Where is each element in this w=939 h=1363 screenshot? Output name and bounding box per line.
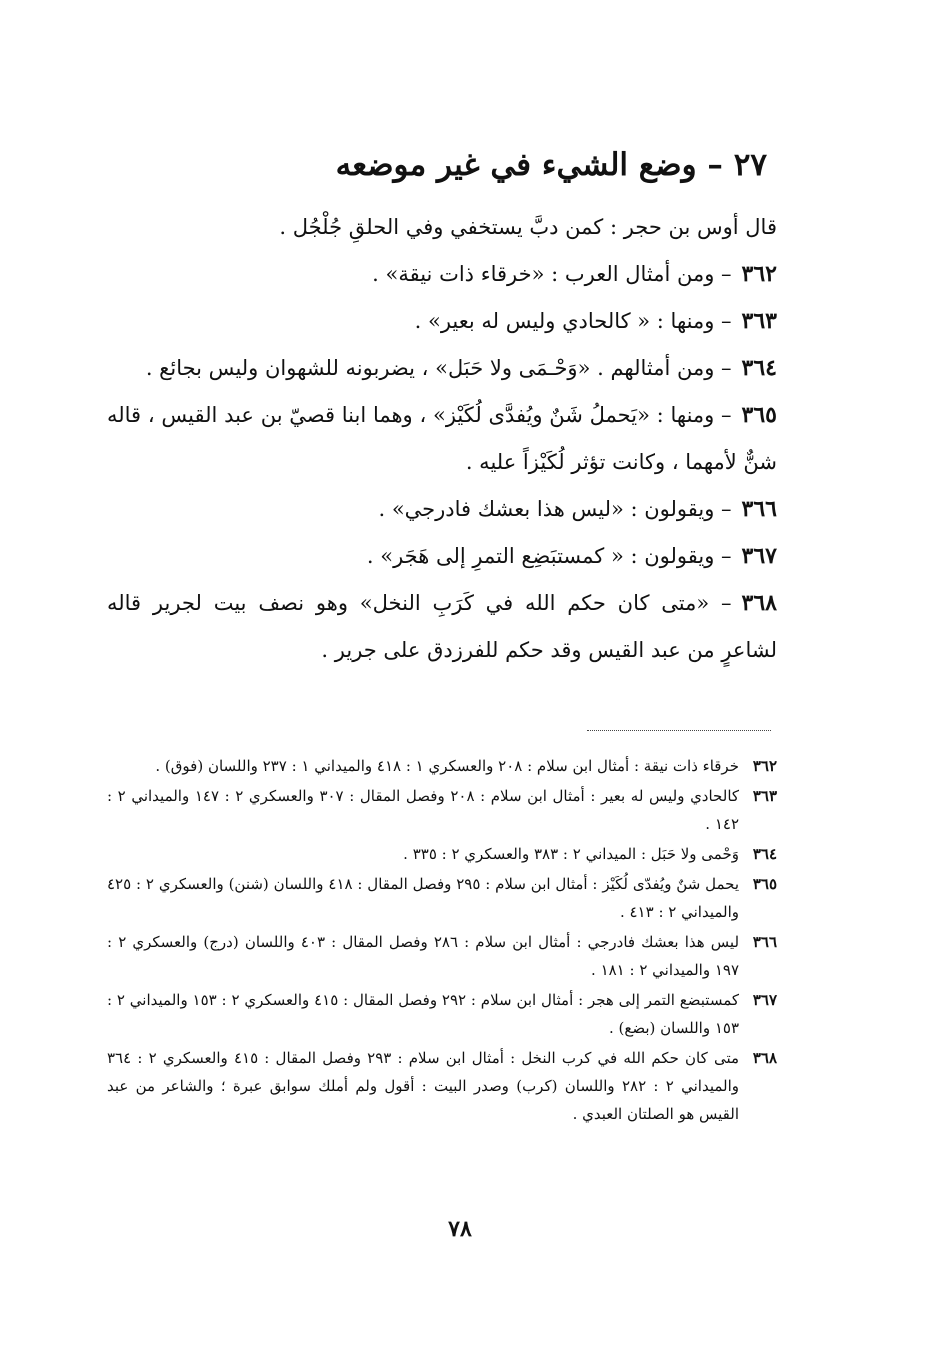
footnote-divider	[587, 730, 771, 731]
footnote-text: كالحادي وليس له بعير : أمثال ابن سلام : ٢٠٨ وفصل المقال : ٣٠٧ والعسكري ٢ : ١٤٧ والميداني ٢ : ١٤٢ .	[107, 787, 740, 833]
footnote-number: ٣٦٧	[752, 991, 777, 1009]
entry-number: ٣٦٢	[741, 261, 777, 287]
entry-368	[107, 580, 777, 674]
entry-text: – «متى كان حكم الله في كَرَبِ النخل» وهو نصف بيت لجرير قاله لشاعرٍ من عبد القيس وقد حكم للفرزدق على جرير .	[107, 591, 777, 662]
section-number: ٢٧	[733, 147, 767, 183]
footnotes	[107, 752, 777, 1130]
footnote-text: خرقاء ذات نيقة : أمثال ابن سلام : ٢٠٨ والعسكري ١ : ٤١٨ والميداني ١ : ٢٣٧ واللسان (فوق) .	[155, 757, 739, 775]
entry-text: – ومن أمثالهم . «وَحْـمَى ولا حَبَل» ، يضربونه للشهوان وليس بجائع .	[145, 356, 732, 380]
entry-text: – ومنها : « كالحادي وليس له بعير» .	[414, 309, 732, 333]
entry-364	[107, 345, 777, 392]
footnote-text: كمستبضع التمر إلى هجر : أمثال ابن سلام : ٢٩٢ وفصل المقال : ٤١٥ والعسكري ٢ : ١٥٣ والميداني ٢ : ١٥٣ واللسان (بضع) .	[107, 991, 740, 1037]
entry-363	[107, 298, 777, 345]
footnote-number: ٣٦٣	[752, 787, 777, 805]
entry-number: ٣٦٧	[741, 543, 777, 569]
footnote-number: ٣٦٢	[752, 757, 777, 775]
footnote-number: ٣٦٥	[752, 875, 777, 893]
section-heading	[247, 142, 767, 188]
entry-number: ٣٦٣	[741, 308, 777, 334]
intro-paragraph: قال أوس بن حجر : كمن دبَّ يستخفي وفي الحلقِ جُلْجُل .	[279, 215, 777, 239]
entry-text: – ويقولون : « كمستبَضِع التمرِ إلى هَجَر» .	[366, 544, 732, 568]
entry-number: ٣٦٤	[741, 355, 777, 381]
footnote-text: وَحْمى ولا حَبَل : الميداني ٢ : ٣٨٣ والعسكري ٢ : ٣٣٥ .	[403, 845, 739, 863]
entry-number: ٣٦٥	[741, 402, 777, 428]
footnote-number: ٣٦٦	[752, 933, 777, 951]
footnote-365	[107, 870, 777, 926]
entry-362	[107, 251, 777, 298]
entry-number: ٣٦٦	[741, 496, 777, 522]
section-title: وضع الشيء في غير موضعه	[335, 147, 697, 183]
section-dash: –	[696, 147, 723, 183]
footnote-363	[107, 782, 777, 838]
entry-365	[107, 392, 777, 486]
footnote-number: ٣٦٤	[752, 845, 777, 863]
footnote-367	[107, 986, 777, 1042]
footnote-text: ليس هذا بعشك فادرجي : أمثال ابن سلام : ٢٨٦ وفصل المقال : ٤٠٣ واللسان (درج) والعسكري ٢ : ١٩٧ والميداني ٢ : ١٨١ .	[107, 933, 740, 979]
entry-number: ٣٦٨	[741, 590, 777, 616]
footnote-366	[107, 928, 777, 984]
entry-text: – ويقولون : «ليس هذا بعشك فادرجي» .	[378, 497, 732, 521]
entry-text: – ومن أمثال العرب : «خرقاء ذات نيقة» .	[372, 262, 732, 286]
main-text	[107, 204, 777, 674]
entry-text: – ومنها : «يَحملُ شَنٌ ويُفدَّى لُكَيْز» ، وهما ابنا قصيّ بن عبد القيس ، قاله شنٌّ لأمهما ، وكانت تؤثر لُكَيْزاً عليه .	[107, 403, 777, 474]
page-number: ٧٨	[448, 1216, 472, 1242]
footnote-364	[107, 840, 777, 868]
footnote-text: متى كان حكم الله في كرب النخل : أمثال ابن سلام : ٢٩٣ وفصل المقال : ٤١٥ والعسكري ٢ : ٣٦٤ والميداني ٢ : ٢٨٢ واللسان (كرب) وصدر البيت : أقول ولم أملك سوابق عبرة ؛ والشاعر من عبد القيس هو الصلتان العبدي .	[107, 1049, 740, 1123]
footnote-number: ٣٦٨	[752, 1049, 777, 1067]
entry-367	[107, 533, 777, 580]
footnote-368	[107, 1044, 777, 1128]
footnote-text: يحمل شنٌ ويُفدّى لُكَيْز : أمثال ابن سلام : ٢٩٥ وفصل المقال : ٤١٨ واللسان (شنن) والعسكري ٢ : ٤٢٥ والميداني ٢ : ٤١٣ .	[107, 875, 740, 921]
footnote-362	[107, 752, 777, 780]
entry-366	[107, 486, 777, 533]
